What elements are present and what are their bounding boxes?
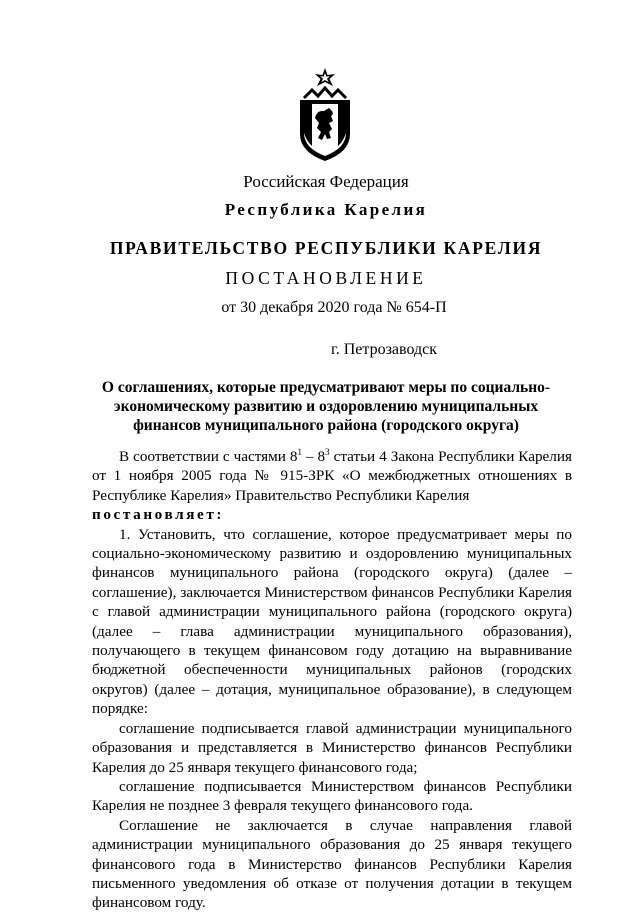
document-type: ПОСТАНОВЛЕНИЕ — [225, 268, 427, 288]
paragraph-preamble — [92, 447, 572, 505]
republic-karelia-coat-of-arms-icon — [296, 66, 354, 164]
paragraph-decree-word — [92, 505, 572, 524]
country-name: Российская Федерация — [243, 172, 409, 191]
title-line: финансов муниципального района (городского округа) — [133, 417, 519, 434]
title-line: экономическому развитию и оздоровлению муниципальных — [113, 398, 539, 415]
document-title — [100, 378, 552, 435]
document-city: г. Петрозаводск — [330, 341, 438, 358]
paragraph-item-1-step-2: соглашение подписывается Министерством финансов Республики Карелия не позднее 3 февраля текущего финансового года. — [92, 777, 572, 815]
decree-word: постановляет: — [92, 506, 225, 524]
paragraph-item-1-step-1: соглашение подписывается главой администрации муниципального образования и представляется в Министерство финансов Республики Карелия до 25 января текущего финансового года; — [92, 719, 572, 776]
document-body — [92, 447, 572, 913]
paragraph-no-agreement: Соглашение не заключается в случае направления главой администрации муниципального образования до 25 января текущего финансового года в Министерство финансов Республики Карелия письменного уведомления об отказе от получения дотации в текущем финансовом году. — [92, 816, 572, 912]
part-superscript: 1 — [297, 447, 302, 457]
document-date-number: от 30 декабря 2020 года № 654-П — [221, 299, 447, 316]
preamble-text-a: В соответствии с частями 8 — [119, 448, 298, 465]
title-line: О соглашениях, которые предусматривают меры по социально- — [101, 379, 551, 396]
government-name: ПРАВИТЕЛЬСТВО РЕСПУБЛИКИ КАРЕЛИЯ — [109, 238, 543, 258]
republic-name: Республика Карелия — [224, 200, 428, 219]
paragraph-item-1: 1. Установить, что соглашение, которое предусматривает меры по социально-экономическому развитию и оздоровлению муниципальных финансов муниципального района (городского округа) (далее – соглашение), заключается Министерством финансов Республики Карелия с главой администрации муниципального района (городского округа) (далее – глава администрации муниципального образования), получающего в текущем финансовом году дотацию на выравнивание бюджетной обеспеченности муниципальных районов (городских округов) (далее – дотация, муниципальное образование), в следующем порядке: — [92, 525, 572, 718]
part-superscript: 3 — [325, 447, 330, 457]
preamble-text-c: статьи 4 Закона Республики Карелия от 1 ноября 2005 года № 915-ЗРК «О межбюджетных отношениях в Республике Карелия» Правительство Республики Карелия — [92, 448, 572, 504]
preamble-text-b: – 8 — [301, 448, 326, 465]
